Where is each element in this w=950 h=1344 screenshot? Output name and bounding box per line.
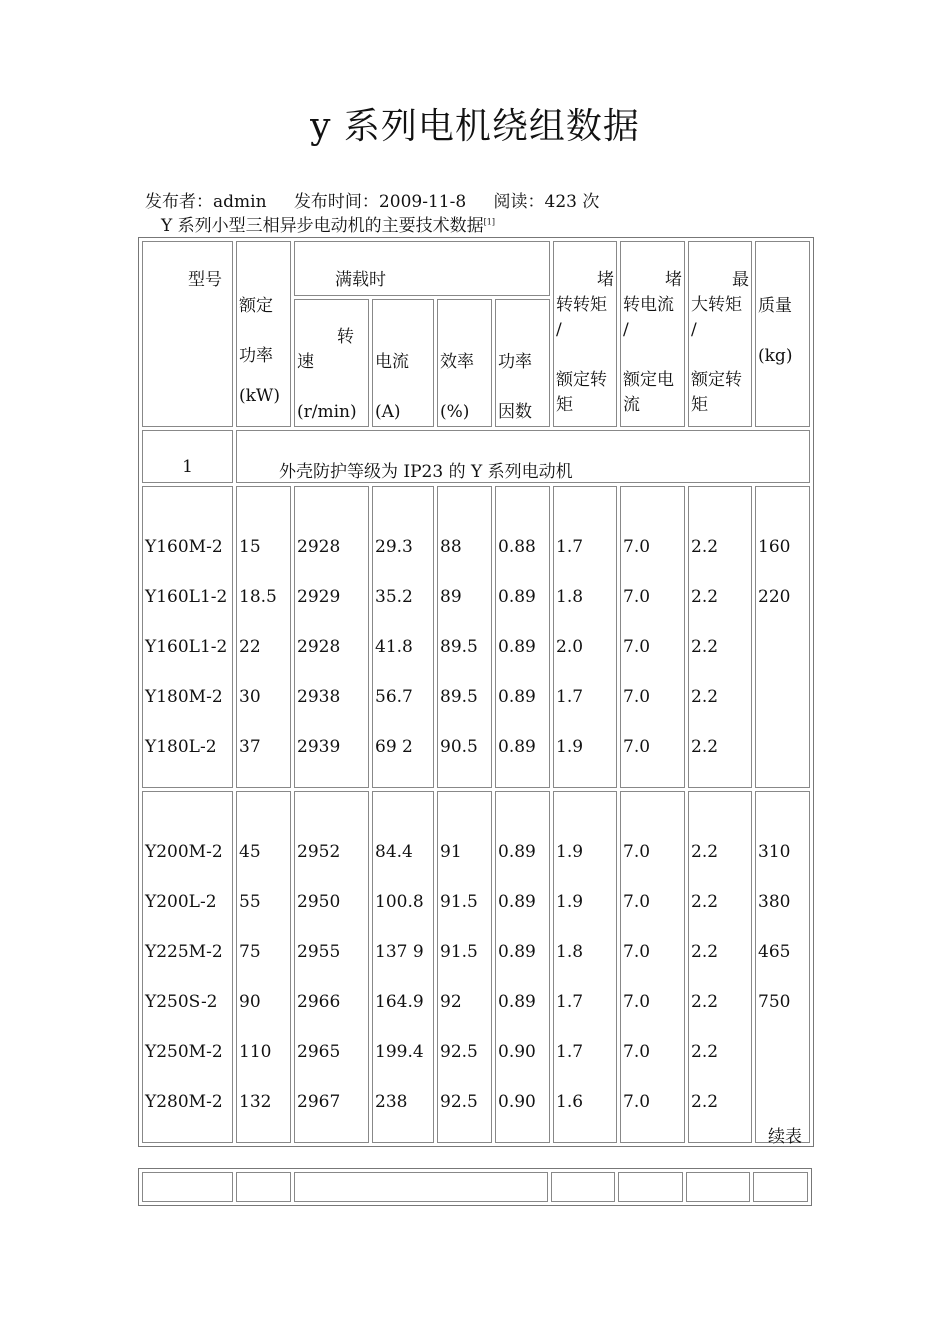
footnote-link[interactable]: [1]: [483, 217, 495, 227]
efficiency-cell: 91 91.5 91.5 92 92.5 92.5: [437, 791, 492, 1143]
table-cell: [294, 1172, 548, 1202]
read-count: 阅读：423 次: [493, 192, 600, 212]
header-efficiency: 效率 (%): [437, 299, 492, 427]
data-group-1: [142, 486, 810, 788]
section-row: [142, 430, 810, 483]
caption-text: Y 系列小型三相异步电动机的主要技术数据: [161, 216, 484, 236]
header-model: 型号: [142, 241, 233, 427]
continued-label: 续表: [768, 1127, 802, 1147]
table-cell: [753, 1172, 808, 1202]
table-cell: [686, 1172, 750, 1202]
table-cell: [236, 1172, 291, 1202]
speed-cell: 2928 2929 2928 2938 2939: [294, 486, 369, 788]
table-cell: [551, 1172, 615, 1202]
data-group-2: [142, 791, 810, 1143]
publisher: 发布者：admin: [145, 192, 267, 212]
max-torque-cell: 2.2 2.2 2.2 2.2 2.2: [688, 486, 752, 788]
mass-cell: 310 380 465 750: [755, 791, 810, 1143]
table-cell: [618, 1172, 683, 1202]
locked-torque-cell: 1.7 1.8 2.0 1.7 1.9: [553, 486, 617, 788]
header-locked-torque: 堵 转转矩 / 额定转 矩: [553, 241, 617, 427]
speed-cell: 2952 2950 2955 2966 2965 2967: [294, 791, 369, 1143]
section-label: 外壳防护等级为 IP23 的 Y 系列电动机: [236, 430, 810, 483]
continued-table: [138, 1168, 812, 1206]
section-number: 1: [142, 430, 233, 483]
continued-header-row: [142, 1172, 808, 1202]
page-title: y 系列电机绕组数据: [310, 106, 640, 147]
locked-current-cell: 7.0 7.0 7.0 7.0 7.0: [620, 486, 685, 788]
max-torque-cell: 2.2 2.2 2.2 2.2 2.2 2.2: [688, 791, 752, 1143]
locked-torque-cell: 1.9 1.9 1.8 1.7 1.7 1.6: [553, 791, 617, 1143]
header-row: [142, 241, 810, 296]
header-current: 电流 (A): [372, 299, 434, 427]
header-power: 额定 功率 (kW): [236, 241, 291, 427]
table-cell: [142, 1172, 233, 1202]
model-cell: Y160M-2 Y160L1-2 Y160L1-2 Y180M-2 Y180L-2: [142, 486, 233, 788]
header-speed: 转 速 (r/min): [294, 299, 369, 427]
header-full-load: 满载时: [294, 241, 550, 296]
power-factor-cell: 0.89 0.89 0.89 0.89 0.90 0.90: [495, 791, 550, 1143]
current-cell: 29.3 35.2 41.8 56.7 69 2: [372, 486, 434, 788]
article-meta: [145, 187, 621, 212]
header-locked-current: 堵 转电流 / 额定电 流: [620, 241, 685, 427]
current-cell: 84.4 100.8 137 9 164.9 199.4 238: [372, 791, 434, 1143]
model-cell: Y200M-2 Y200L-2 Y225M-2 Y250S-2 Y250M-2 Y280M-2: [142, 791, 233, 1143]
publish-date: 发布时间：2009-11-8: [293, 192, 467, 212]
locked-current-cell: 7.0 7.0 7.0 7.0 7.0 7.0: [620, 791, 685, 1143]
motor-data-table: [138, 237, 814, 1147]
header-mass: 质量 (kg): [755, 241, 810, 427]
power-cell: 45 55 75 90 110 132: [236, 791, 291, 1143]
mass-cell: 160 220: [755, 486, 810, 788]
power-factor-cell: 0.88 0.89 0.89 0.89 0.89: [495, 486, 550, 788]
header-power-factor: 功率 因数: [495, 299, 550, 427]
table-caption: [161, 211, 495, 236]
efficiency-cell: 88 89 89.5 89.5 90.5: [437, 486, 492, 788]
header-max-torque: 最 大转矩 / 额定转 矩: [688, 241, 752, 427]
power-cell: 15 18.5 22 30 37: [236, 486, 291, 788]
